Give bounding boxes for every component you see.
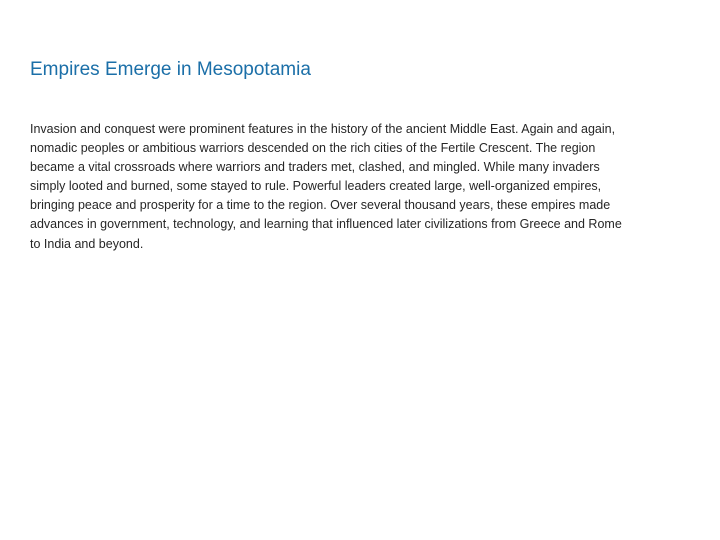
slide-title: Empires Emerge in Mesopotamia — [30, 59, 311, 80]
slide-body-text: Invasion and conquest were prominent features in the history of the ancient Middle East. Again and again, nomadic peoples or ambitious warriors descended on the rich cities of the Fertile Crescent. The region became a vital crossroads where warriors and traders met, clashed, and mingled. While many invaders simply looted and burned, some stayed to rule. Powerful leaders created large, well-organized empires, bringing peace and prosperity for a time to the region. Over several thousand years, these empires made advances in government, technology, and learning that influenced later civilizations from Greece and Rome to India and beyond. — [30, 122, 622, 251]
